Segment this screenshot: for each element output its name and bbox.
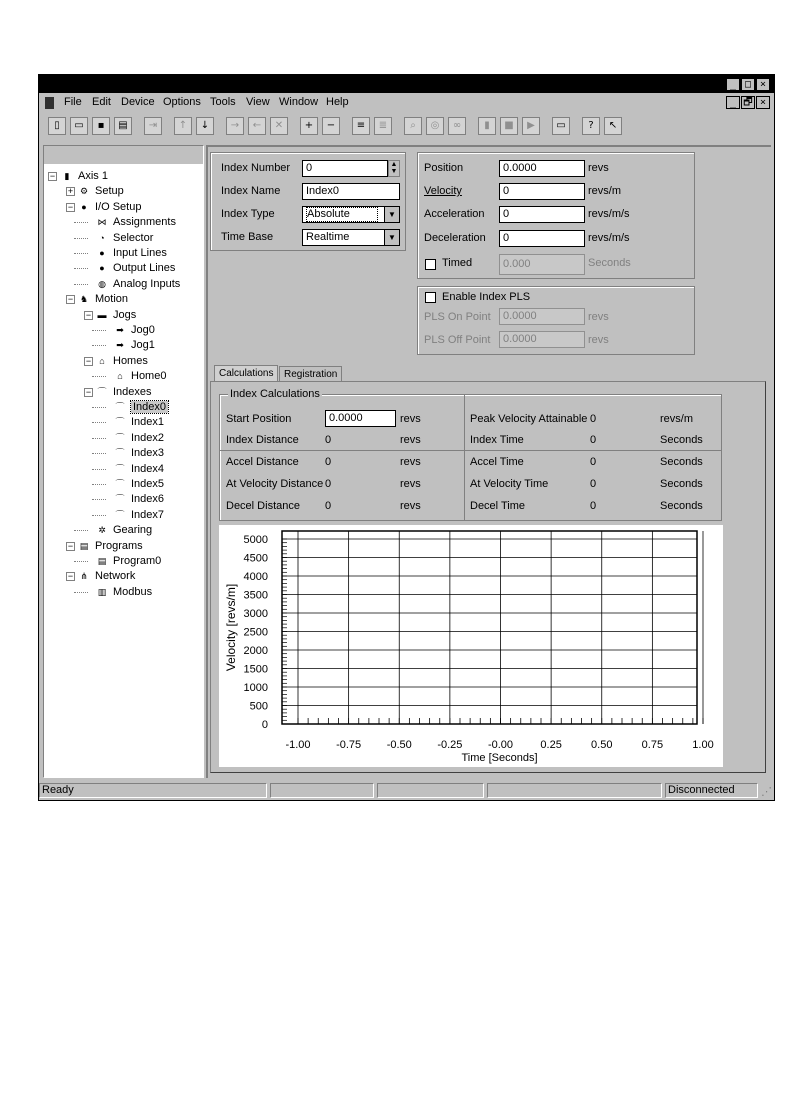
time-base-select[interactable] <box>302 229 400 246</box>
delete-icon[interactable]: ✕ <box>270 117 288 135</box>
io-setup-icon: ● <box>81 201 87 212</box>
velocity-distance-value: 0 <box>325 478 332 490</box>
accel-distance-label: Accel Distance <box>226 456 299 468</box>
programs-icon: ▤ <box>79 540 89 551</box>
menu-help[interactable]: Help <box>326 96 349 108</box>
run-icon[interactable]: ▶ <box>522 117 540 135</box>
arrow-icon: ➡ <box>116 340 124 351</box>
index-icon: ⌒ <box>115 402 125 412</box>
timed-checkbox[interactable] <box>425 259 436 270</box>
tree-item-index5[interactable]: Index5 <box>131 478 165 490</box>
open-folder-icon[interactable]: ▭ <box>70 117 88 135</box>
help-icon[interactable]: ? <box>582 117 600 135</box>
status-panel-2 <box>270 783 374 798</box>
x-tick-label: -0.75 <box>336 739 362 751</box>
resize-grip-icon[interactable]: ⋰ <box>761 786 772 798</box>
tree-expander[interactable]: − <box>67 294 74 305</box>
input-lines-icon: ● <box>99 248 105 258</box>
decel-time-label: Decel Time <box>470 500 526 512</box>
tree-item-network[interactable]: Network <box>95 570 136 583</box>
position-label: Position <box>424 162 464 174</box>
device-icon[interactable]: ▮ <box>478 117 496 135</box>
velocity-chart <box>219 525 723 767</box>
time-base-value: Realtime <box>306 231 350 243</box>
add-step-icon[interactable]: + <box>300 117 318 135</box>
save-icon[interactable]: ▪ <box>92 117 110 135</box>
jogs-icon: ▬ <box>97 309 107 320</box>
tree-connector <box>74 253 88 254</box>
status-text: Ready <box>39 783 267 798</box>
start-position-unit: revs <box>400 413 421 425</box>
tree-item-jog0[interactable]: Jog0 <box>131 324 155 336</box>
toolbar <box>39 115 774 141</box>
tree-item-input-lines[interactable]: Input Lines <box>113 247 167 259</box>
tree-expander[interactable]: − <box>85 309 92 320</box>
y-tick-label: 2000 <box>243 645 268 657</box>
time-base-label: Time Base <box>221 231 274 243</box>
accel-time-value: 0 <box>590 456 597 468</box>
maximize-button[interactable]: □ <box>741 78 755 91</box>
timed-label: Timed <box>442 257 473 269</box>
x-tick-label: 0.50 <box>591 739 613 751</box>
tree-expander[interactable]: − <box>67 571 74 582</box>
position-unit: revs <box>588 162 609 174</box>
x-tick-label: -1.00 <box>285 739 311 751</box>
pls-off-unit: revs <box>588 334 609 346</box>
selector-icon: ◔ <box>99 232 105 243</box>
tree-connector <box>92 422 106 423</box>
doc-minimize-button[interactable]: _ <box>726 96 740 109</box>
motion-group <box>417 152 695 279</box>
index-time-label: Index Time <box>470 434 524 446</box>
tree-item-jogs[interactable]: Jogs <box>113 308 137 321</box>
index-type-value: Absolute <box>306 207 378 222</box>
index-name-input[interactable]: Index0 <box>302 183 400 200</box>
timed-input[interactable]: 0.000 <box>499 254 585 275</box>
y-tick-label: 4000 <box>243 571 268 583</box>
peak-velocity-label: Peak Velocity Attainable <box>470 413 588 425</box>
y-tick-label: 4500 <box>243 552 268 565</box>
y-tick-label: 2500 <box>243 626 268 639</box>
x-tick-label: -0.50 <box>386 739 412 751</box>
accel-distance-value: 0 <box>325 456 332 468</box>
start-position-input[interactable]: 0.0000 <box>325 410 396 427</box>
index-distance-unit: revs <box>400 434 421 446</box>
index-icon: ⌒ <box>115 479 125 489</box>
app-icon <box>45 97 54 109</box>
decel-distance-label: Decel Distance <box>226 500 300 512</box>
decel-distance-value: 0 <box>325 500 332 512</box>
upload-icon[interactable]: ↑ <box>174 117 192 135</box>
menu-bar <box>39 94 774 112</box>
tree-item-jog1[interactable]: Jog1 <box>131 339 155 352</box>
analog-inputs-icon: ◍ <box>98 278 106 289</box>
deceleration-input[interactable]: 0 <box>499 230 585 247</box>
y-tick-label: 3500 <box>243 589 268 602</box>
tree-item-modbus[interactable]: Modbus <box>113 585 153 598</box>
export-icon[interactable]: ⇥ <box>144 117 162 135</box>
y-tick-label: 1000 <box>243 682 268 694</box>
menu-device[interactable]: Device <box>121 96 155 108</box>
velocity-distance-label: At Velocity Distance <box>226 478 324 490</box>
home-icon: ⌂ <box>99 355 105 366</box>
close-button[interactable]: × <box>756 78 770 91</box>
tree-connector <box>74 238 88 239</box>
target-icon[interactable]: ◎ <box>426 117 444 135</box>
tree-item-program0[interactable]: Program0 <box>113 555 162 567</box>
deceleration-label: Deceleration <box>424 232 486 244</box>
window-icon[interactable]: ▭ <box>552 117 570 135</box>
pls-off-input[interactable]: 0.0000 <box>499 331 585 348</box>
tree-connector <box>92 484 106 485</box>
acceleration-unit: revs/m/s <box>588 208 630 220</box>
new-file-icon[interactable]: ▯ <box>48 117 66 135</box>
decel-time-value: 0 <box>590 500 597 512</box>
assignments-icon: ⋈ <box>97 217 107 228</box>
tree-expander[interactable]: − <box>85 355 92 366</box>
tree-item-programs[interactable]: Programs <box>95 539 143 552</box>
x-tick-label: -0.25 <box>437 739 463 751</box>
tree-item-index7[interactable]: Index7 <box>131 508 165 521</box>
menu-view[interactable]: View <box>246 96 270 108</box>
tree-connector <box>92 407 106 408</box>
y-tick-label: 5000 <box>243 534 268 546</box>
decel-time-unit: Seconds <box>660 500 703 512</box>
tree-expander[interactable]: − <box>85 386 92 397</box>
stop-icon[interactable]: ■ <box>500 117 518 135</box>
tree-item-home0[interactable]: Home0 <box>131 370 167 383</box>
index-number-spinner[interactable] <box>302 160 388 177</box>
velocity-time-value: 0 <box>590 478 597 490</box>
program-list-icon[interactable]: ≣ <box>374 117 392 135</box>
index-type-select[interactable] <box>302 206 400 223</box>
index-name-label: Index Name <box>221 185 281 197</box>
tree-connector <box>92 499 106 500</box>
tree-item-index1[interactable]: Index1 <box>131 416 165 429</box>
insert-left-icon[interactable]: ← <box>248 117 266 135</box>
index-icon: ⌒ <box>115 432 125 443</box>
tab-calculations[interactable]: Calculations <box>214 365 278 382</box>
tree-connector <box>92 469 106 470</box>
tree-item-index3[interactable]: Index3 <box>131 447 165 460</box>
program-icon[interactable]: ≡ <box>352 117 370 135</box>
minimize-button[interactable]: _ <box>726 78 740 91</box>
app-window <box>38 74 775 801</box>
chevron-down-icon[interactable]: ▼ <box>384 230 399 245</box>
program-icon: ▤ <box>97 556 107 566</box>
motion-icon: ♞ <box>79 294 89 305</box>
x-tick-label: 0.75 <box>641 739 664 751</box>
y-tick-label: 500 <box>249 700 268 713</box>
tree-item-analog-inputs[interactable]: Analog Inputs <box>113 277 181 290</box>
tree-connector <box>74 268 88 269</box>
axis-icon: ▮ <box>64 171 70 181</box>
menu-tools[interactable]: Tools <box>210 96 236 108</box>
tree-item-gearing[interactable]: Gearing <box>113 524 153 537</box>
tree-expander[interactable]: − <box>67 201 74 212</box>
index-calculations-group <box>219 388 722 521</box>
network-icon: ⋔ <box>80 571 88 582</box>
y-axis-label: Velocity [revs/m] <box>224 583 238 672</box>
acceleration-label: Acceleration <box>424 208 485 220</box>
pls-on-input[interactable]: 0.0000 <box>499 308 585 325</box>
tree-item-assignments[interactable]: Assignments <box>113 216 176 229</box>
tree-connector <box>92 438 106 439</box>
download-icon[interactable]: ↓ <box>196 117 214 135</box>
insert-right-icon[interactable]: → <box>226 117 244 135</box>
tree-view <box>43 145 204 778</box>
calc-group-title: Index Calculations <box>230 388 320 400</box>
tree-connector <box>92 376 106 377</box>
status-panel-4 <box>487 783 662 798</box>
x-axis-label: Time [Seconds] <box>461 752 538 764</box>
arrow-icon: ➡ <box>116 325 124 335</box>
accel-time-unit: Seconds <box>660 456 703 468</box>
print-icon[interactable]: ▤ <box>114 117 132 135</box>
index-distance-value: 0 <box>325 434 332 446</box>
tree-connector <box>92 515 106 516</box>
enable-pls-checkbox[interactable] <box>425 292 436 303</box>
tree-expander[interactable]: − <box>67 540 74 551</box>
start-position-label: Start Position <box>226 413 292 425</box>
index-distance-label: Index Distance <box>226 434 299 446</box>
tree-item-setup[interactable]: Setup <box>95 185 124 198</box>
velocity-time-label: At Velocity Time <box>470 478 549 490</box>
index-type-label: Index Type <box>221 208 275 220</box>
pls-off-label: PLS Off Point <box>424 334 491 346</box>
modbus-icon: ▥ <box>97 586 107 597</box>
remove-step-icon[interactable]: − <box>322 117 340 135</box>
tree-item-output-lines[interactable]: Output Lines <box>113 262 176 275</box>
status-panel-3 <box>377 783 484 798</box>
menu-window[interactable]: Window <box>279 96 319 108</box>
x-tick-label: 1.00 <box>692 739 714 751</box>
title-bar <box>39 75 774 93</box>
pls-on-label: PLS On Point <box>424 311 491 323</box>
y-tick-label: 0 <box>261 719 268 731</box>
acceleration-input[interactable]: 0 <box>499 206 585 223</box>
tree-item-index4[interactable]: Index4 <box>131 462 165 475</box>
timed-unit: Seconds <box>588 257 631 269</box>
velocity-time-unit: Seconds <box>660 478 703 490</box>
plot-area <box>282 531 697 724</box>
pls-group <box>417 286 695 355</box>
index-number-value: 0 <box>306 162 313 174</box>
tree-connector <box>92 453 106 454</box>
position-input[interactable]: 0.0000 <box>499 160 585 177</box>
tree-connector <box>74 222 88 223</box>
velocity-label: Velocity <box>424 185 462 197</box>
tree-connector <box>92 345 106 346</box>
x-tick-label: 0.25 <box>540 739 562 751</box>
home-icon: ⌂ <box>117 371 123 382</box>
doc-restore-button[interactable]: 🗗 <box>741 96 755 109</box>
tree-connector <box>74 592 88 593</box>
context-help-icon[interactable]: ↖ <box>604 117 622 135</box>
tree-item-index0[interactable]: Index0 <box>133 401 167 413</box>
tree-item-axis-1[interactable]: Axis 1 <box>78 170 108 182</box>
status-bar <box>39 781 774 800</box>
tree-item-index6[interactable]: Index6 <box>131 493 165 506</box>
index-icon: ⌒ <box>115 417 125 428</box>
index-icon: ⌒ <box>115 494 125 505</box>
tree-item-index2[interactable]: Index2 <box>131 431 165 444</box>
doc-close-button[interactable]: × <box>756 96 770 109</box>
index-group <box>210 152 406 251</box>
menu-file[interactable]: File <box>64 96 82 108</box>
tree-item-selector[interactable]: Selector <box>113 231 154 244</box>
chevron-down-icon[interactable]: ▼ <box>384 207 399 222</box>
tree-connector <box>74 561 88 562</box>
velocity-chart-svg <box>219 525 723 767</box>
menu-options[interactable]: Options <box>163 96 201 108</box>
output-lines-icon: ● <box>99 263 105 274</box>
peak-velocity-value: 0 <box>590 413 597 425</box>
index-time-unit: Seconds <box>660 434 703 446</box>
index-icon: ⌒ <box>115 509 125 520</box>
index-time-value: 0 <box>590 434 597 446</box>
index-icon: ⌒ <box>97 386 107 397</box>
index-icon: ⌒ <box>115 448 125 459</box>
y-tick-label: 3000 <box>243 608 268 620</box>
tree-connector <box>74 530 88 531</box>
tree-connector <box>74 284 88 285</box>
spinner-arrows-icon[interactable]: ▲ ▼ <box>388 160 400 177</box>
tree-item-i-o-setup[interactable]: I/O Setup <box>95 200 142 213</box>
index-icon: ⌒ <box>115 463 125 474</box>
tree-expander[interactable]: − <box>49 171 56 181</box>
enable-pls-label: Enable Index PLS <box>442 291 531 303</box>
tree-item-motion[interactable]: Motion <box>95 293 129 306</box>
x-tick-label: -0.00 <box>487 739 514 751</box>
connection-status: Disconnected <box>665 783 758 798</box>
velocity-input[interactable]: 0 <box>499 183 585 200</box>
tree-expander[interactable]: + <box>67 186 74 197</box>
tree-connector <box>92 330 106 331</box>
setup-icon: ⚙ <box>79 186 89 197</box>
y-tick-label: 1500 <box>243 663 268 676</box>
search-icon[interactable]: ⌕ <box>404 117 422 135</box>
glasses-icon[interactable]: ∞ <box>448 117 466 135</box>
gearing-icon: ✲ <box>98 525 106 536</box>
menu-edit[interactable]: Edit <box>92 96 111 108</box>
decel-distance-unit: revs <box>400 500 421 512</box>
tree-item-indexes[interactable]: Indexes <box>113 385 152 398</box>
accel-distance-unit: revs <box>400 456 421 468</box>
velocity-distance-unit: revs <box>400 478 421 490</box>
peak-velocity-unit: revs/m <box>660 413 693 425</box>
deceleration-unit: revs/m/s <box>588 232 630 244</box>
index-number-label: Index Number <box>221 162 291 174</box>
tree-item-homes[interactable]: Homes <box>113 354 148 367</box>
tab-registration[interactable]: Registration <box>279 366 342 382</box>
accel-time-label: Accel Time <box>470 456 524 468</box>
pls-on-unit: revs <box>588 311 609 323</box>
velocity-unit: revs/m <box>588 185 621 197</box>
